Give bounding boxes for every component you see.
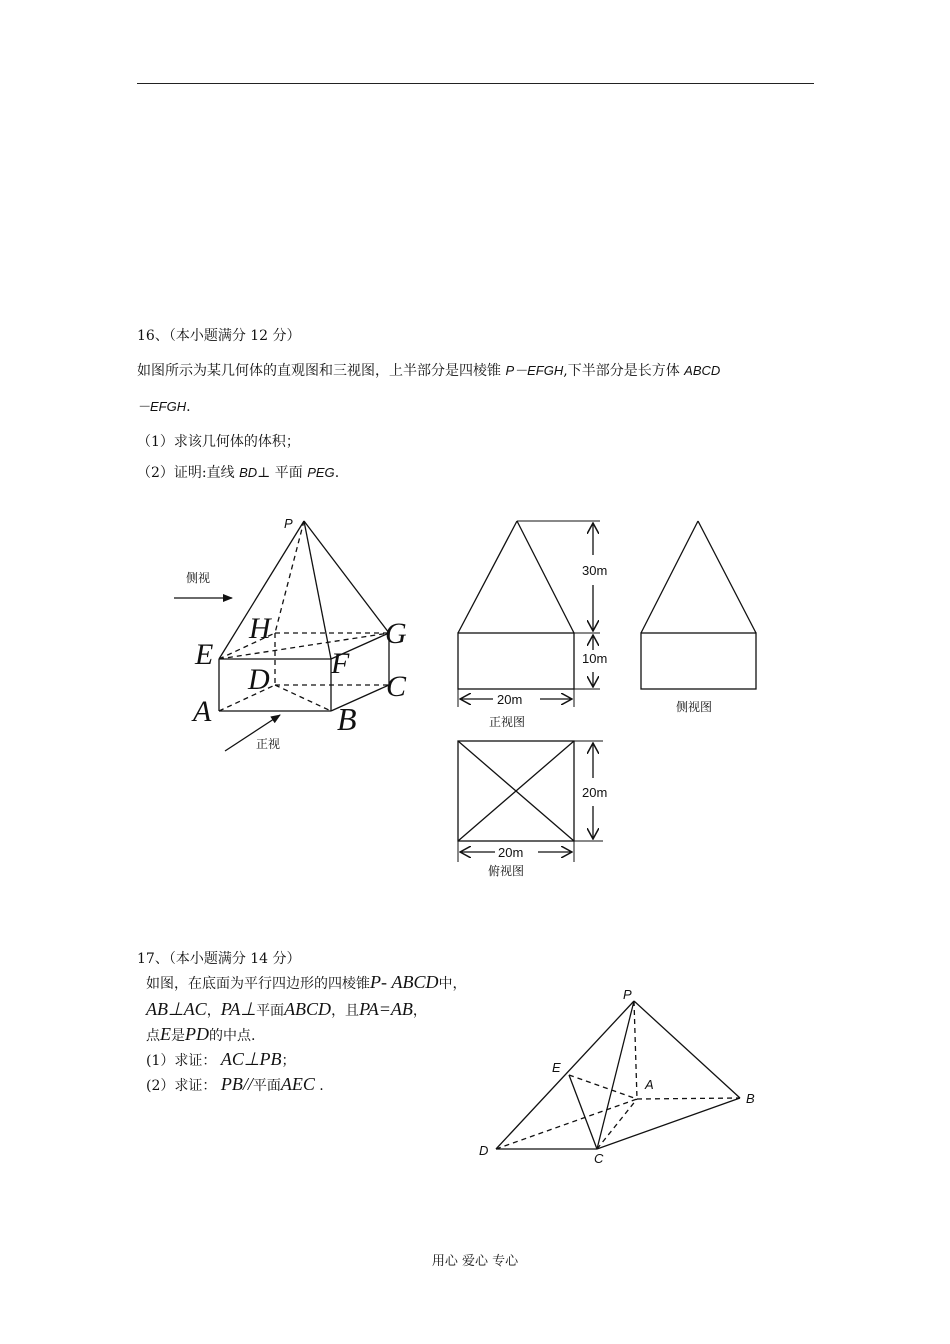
dim-20m-depth: 20m <box>582 785 608 800</box>
q17-label-D: D <box>479 1143 489 1158</box>
front-view-labels <box>489 563 607 729</box>
q17-label-A: A <box>645 1077 654 1092</box>
q17-pyramid-labels <box>479 987 755 1166</box>
q17-part1: (1）求证： AC⊥PB； <box>146 1049 296 1069</box>
edge-DA <box>496 1099 637 1149</box>
front-view-arrow-label: 正视 <box>256 737 281 751</box>
side-view <box>641 521 756 689</box>
edge-PF <box>304 521 331 659</box>
edge-EG <box>219 633 389 659</box>
edge-DB <box>275 685 331 711</box>
label-P: P <box>284 516 293 531</box>
dim-20m-width: 20m <box>498 845 524 860</box>
q16-header: 16、（本小题满分 12 分） <box>137 328 301 344</box>
dim-30m: 30m <box>582 563 608 578</box>
q17-line2: AB⊥AC，PA⊥平面ABCD，且PA=AB， <box>146 999 427 1019</box>
edge-PD <box>496 1001 634 1149</box>
label-E: E <box>195 638 214 671</box>
q17-line3: 点E是PD的中点. <box>146 1024 256 1044</box>
side-view-arrow-label: 侧视 <box>186 571 211 585</box>
edge-EC <box>569 1075 597 1149</box>
side-view-caption: 侧视图 <box>676 700 713 714</box>
edge-AB <box>637 1098 740 1099</box>
dim-10m: 10m <box>582 651 608 666</box>
q17-label-C: C <box>594 1151 604 1166</box>
q17-pyramid-figure <box>496 1001 740 1149</box>
front-view <box>458 521 600 707</box>
label-C: C <box>386 670 407 703</box>
top-view <box>458 741 603 862</box>
top-view-caption: 俯视图 <box>488 864 525 878</box>
page-footer: 用心 爱心 专心 <box>431 1254 519 1269</box>
q16-part1: （1）求该几何体的体积； <box>137 434 300 450</box>
q17-label-B: B <box>746 1091 755 1106</box>
q17-label-E: E <box>552 1060 561 1075</box>
label-F: F <box>331 647 350 680</box>
dim-20m-front: 20m <box>497 692 523 707</box>
q17-header: 17、（本小题满分 14 分） <box>137 951 301 967</box>
front-view-caption: 正视图 <box>489 715 526 729</box>
q17-line1: 如图，在底面为平行四边形的四棱锥P- ABCD中， <box>146 972 467 992</box>
edge-PA <box>634 1001 637 1099</box>
q16-part2: （2）证明:直线 BD⊥ 平面 PEG. <box>137 465 340 481</box>
label-G: G <box>385 617 407 650</box>
edge-PG <box>304 521 389 633</box>
edge-EA <box>569 1075 637 1099</box>
label-B: B <box>337 701 357 737</box>
q16-stem-line1: 如图所示为某几何体的直观图和三视图，上半部分是四棱锥 P－EFGH,下半部分是长方体 ABCD <box>137 363 721 379</box>
edge-PH <box>275 521 304 633</box>
label-A: A <box>193 695 212 728</box>
label-H: H <box>249 612 271 645</box>
q16-stem-line2: －EFGH. <box>137 399 191 415</box>
q17-part2: (2）求证： PB//平面AEC . <box>146 1074 324 1094</box>
q17-label-P: P <box>623 987 632 1002</box>
label-D: D <box>248 663 270 696</box>
